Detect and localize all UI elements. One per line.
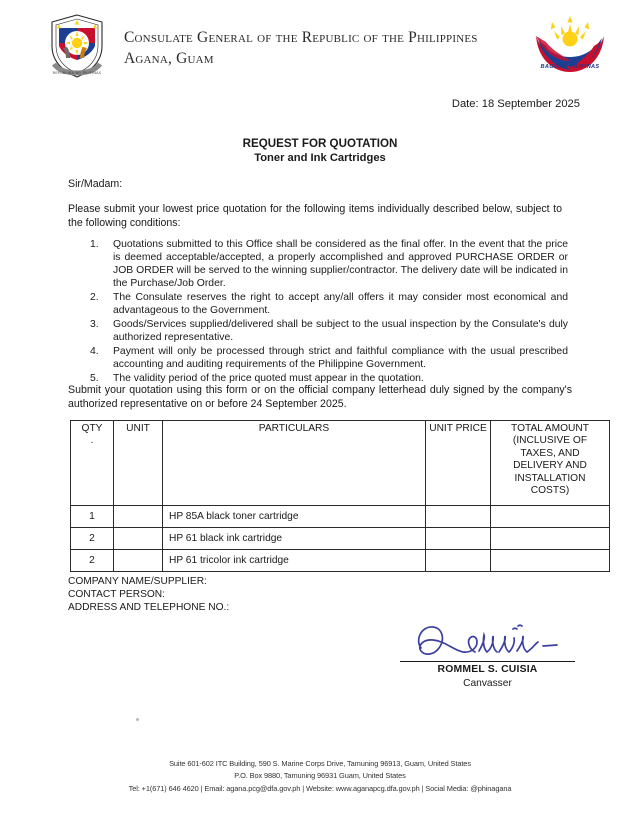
- list-item-number: 2.: [90, 292, 99, 303]
- document-title: REQUEST FOR QUOTATION: [242, 137, 398, 150]
- organization-title: [124, 27, 478, 69]
- signatory-role: Canvasser: [463, 678, 512, 689]
- footer-contact-info: [0, 758, 640, 795]
- cell-unit[interactable]: [114, 528, 163, 550]
- table-body: [71, 506, 610, 572]
- signatory-name: ROMMEL S. CUISIA: [437, 664, 538, 675]
- cell-unit-price[interactable]: [426, 506, 491, 528]
- stray-scan-mark: [136, 718, 139, 721]
- cell-unit-price[interactable]: [426, 528, 491, 550]
- philippine-coat-of-arms-seal-icon: [46, 12, 108, 80]
- list-item: [68, 291, 568, 317]
- letterhead: [0, 0, 640, 88]
- column-header-unit-label: UNIT: [126, 423, 150, 434]
- column-header-particulars-label: PARTICULARS: [258, 423, 330, 434]
- table-row: [71, 506, 610, 528]
- cell-unit-price[interactable]: [426, 550, 491, 572]
- column-header-qty: [71, 421, 114, 506]
- footer-address-line1: Suite 601-602 ITC Building, 590 S. Marine Corps Drive, Tamuning 96913, Guam, United States: [169, 759, 471, 768]
- column-header-total-amount-label: TOTAL AMOUNT (INCLUSIVE OF TAXES, AND DELIVERY AND INSTALLATION COSTS): [511, 423, 589, 497]
- table-row: [71, 550, 610, 572]
- cell-unit[interactable]: [114, 550, 163, 572]
- list-item-text: The Consulate reserves the right to accept any/all offers it may consider most economical and advantageous to the Government.: [113, 292, 568, 316]
- cell-unit[interactable]: [114, 506, 163, 528]
- page-title: [0, 137, 640, 165]
- list-item-text: Goods/Services supplied/delivered shall be subject to the usual inspection by the Consulate's duly authorized representative.: [113, 319, 568, 343]
- list-item: [68, 238, 568, 290]
- field-company-name: COMPANY NAME/SUPPLIER:: [68, 576, 207, 587]
- column-header-unit-price: [426, 421, 491, 506]
- document-subtitle: Toner and Ink Cartridges: [254, 152, 386, 164]
- list-item-number: 1.: [90, 239, 99, 250]
- field-address-telephone: ADDRESS AND TELEPHONE NO.:: [68, 602, 230, 613]
- org-title-line1: Consulate General of the Republic of the Philippines: [124, 29, 478, 46]
- column-header-qty-label: QTY: [81, 423, 103, 434]
- footer-address-line2: P.O. Box 9880, Tamuning 96931 Guam, United States: [234, 771, 406, 781]
- cell-total-amount[interactable]: [491, 506, 610, 528]
- cell-qty: 2: [71, 528, 114, 550]
- column-header-total-amount: [491, 421, 610, 506]
- table-header: [71, 421, 610, 506]
- signature-line: [400, 661, 575, 662]
- date-line: Date: 18 September 2025: [451, 98, 580, 110]
- table-header-row: [71, 421, 610, 506]
- cell-particulars: HP 61 tricolor ink cartridge: [163, 550, 426, 572]
- conditions-list: [68, 238, 568, 386]
- bagong-pilipinas-caption: BAGONG PILIPINAS: [540, 64, 600, 70]
- list-item-text: Quotations submitted to this Office shall be considered as the final offer. In the event that the price is deemed acceptable/accepted, a properly accomplished and approved PURCHASE ORDER or JOB ORDER will be served to the winning supplier/contractor. The delivery date will be indicated in the Purchase/Job Order.: [113, 239, 568, 289]
- intro-paragraph: Please submit your lowest price quotation for the following items individually described below, subject to the following conditions:: [68, 203, 562, 229]
- supplier-details-block: [68, 575, 229, 614]
- list-item-text: The validity period of the price quoted must appear in the quotation.: [113, 373, 424, 384]
- handwritten-signature-icon: [405, 618, 570, 662]
- cell-particulars: HP 85A black toner cartridge: [163, 506, 426, 528]
- list-item: [68, 345, 568, 371]
- svg-text:REPUBLIKA NG PILIPINAS: REPUBLIKA NG PILIPINAS: [52, 71, 102, 75]
- cell-qty: 1: [71, 506, 114, 528]
- list-item-number: 4.: [90, 346, 99, 357]
- cell-qty: 2: [71, 550, 114, 572]
- list-item: [68, 318, 568, 344]
- org-title-line2: Agana, Guam: [124, 50, 214, 67]
- column-header-unit: [114, 421, 163, 506]
- list-item-number: 3.: [90, 319, 99, 330]
- submission-instruction: Submit your quotation using this form or on the official company letterhead duly signed by the company's authorized representative on or before 24 September 2025.: [68, 384, 572, 410]
- table-row: [71, 528, 610, 550]
- qty-dot-mark: .: [90, 435, 94, 447]
- list-item-number: 5.: [90, 373, 99, 384]
- list-item-text: Payment will only be processed through strict and faithful compliance with the usual prescribed accounting and auditing requirements of the Philippine Government.: [113, 346, 568, 370]
- salutation: Sir/Madam:: [68, 178, 123, 190]
- footer-contact-line: Tel: +1(671) 646 4620 | Email: agana.pcg@dfa.gov.ph | Website: www.aganapcg.dfa.gov.ph | Social Media: @phinagana: [128, 783, 512, 793]
- column-header-particulars: [163, 421, 426, 506]
- field-contact-person: CONTACT PERSON:: [68, 589, 165, 600]
- cell-total-amount[interactable]: [491, 550, 610, 572]
- quotation-table: [70, 420, 610, 572]
- column-header-unit-price-label: UNIT PRICE: [429, 423, 487, 434]
- cell-particulars: HP 61 black ink cartridge: [163, 528, 426, 550]
- cell-total-amount[interactable]: [491, 528, 610, 550]
